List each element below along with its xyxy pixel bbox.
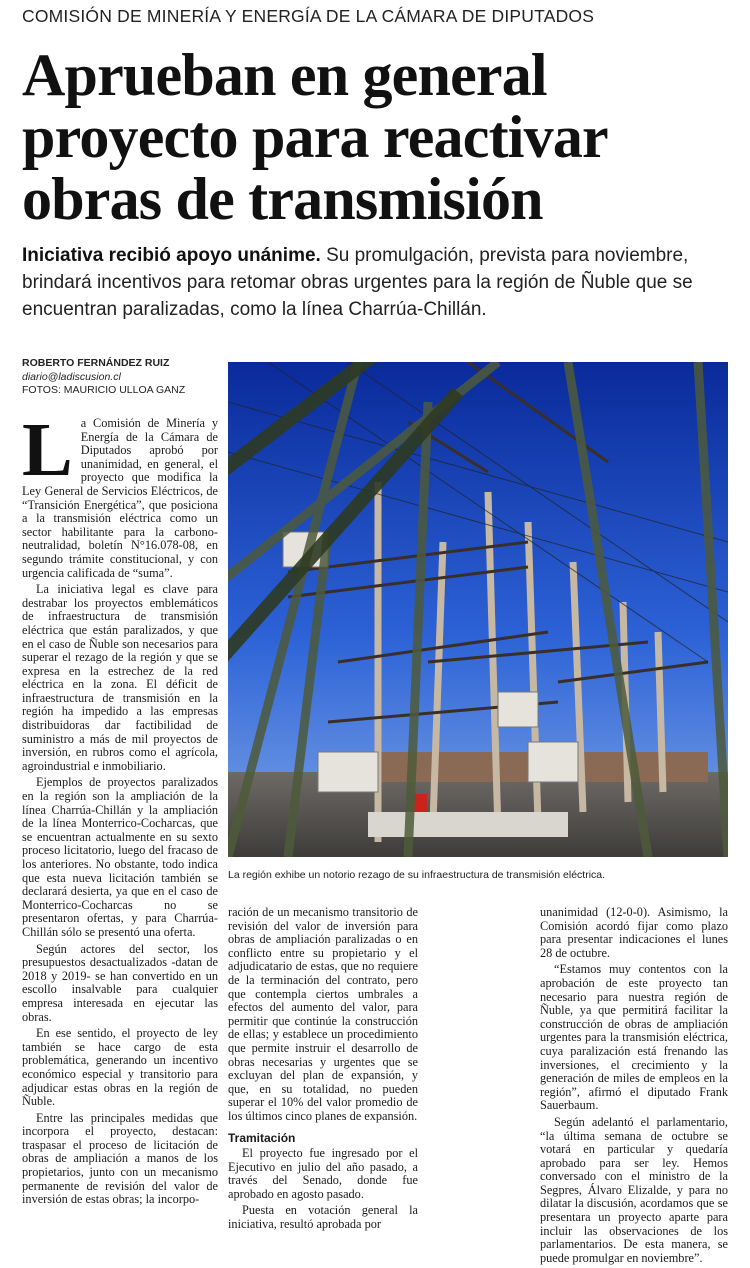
substation-photo bbox=[228, 362, 728, 857]
drop-cap: L bbox=[22, 408, 73, 492]
paragraph-11: “Estamos muy contentos con la aprobación de este proyecto tan necesario para nuestra región de Ñuble, ya que permitirá facilitar la construcción de obras de ampliación urgentes para la transmisión eléctrica, cuya paralización está frenando las inversiones, el crecimiento y la generación de miles de empleos en la región”, afirmó el diputado Frank Sauerbaum. bbox=[540, 962, 728, 1113]
paragraph bbox=[22, 408, 218, 580]
paragraph-10: unanimidad (12-0-0). Asimismo, la Comisión acordó fijar como plazo para presentar indicaciones el lunes 28 de octubre. bbox=[540, 905, 728, 960]
lead-bold: Iniciativa recibió apoyo unánime. bbox=[22, 245, 321, 266]
headline-line-1: Aprueban en general bbox=[22, 42, 547, 108]
headline bbox=[22, 44, 737, 230]
lead-paragraph bbox=[22, 242, 734, 323]
byline-email: diario@ladiscusion.cl bbox=[22, 370, 121, 383]
paragraph-8: El proyecto fue ingresado por el Ejecutivo en julio del año pasado, a través del Senado, donde fue aprobado en agosto pasado. bbox=[228, 1146, 418, 1201]
paragraph-3: Ejemplos de proyectos paralizados en la región son la ampliación de la línea Charrúa-Chillán y la ampliación de la línea Monterrico-Cocharcas, que se encuentran actualmente en su sexto proceso licitatorio, luego del fracaso de los anteriores. No obstante, todo indica que esta nueva licitación también se declarará desierta, ya que en el caso de Monterrico-Cocharcas no se presentaron ofertas, y para Charrúa-Chillán sólo se presentó una oferta. bbox=[22, 775, 218, 939]
photo-caption: La región exhibe un notorio rezago de su infraestructura de transmisión eléctrica. bbox=[228, 869, 606, 881]
lead-text: Su promulgación, prevista para noviembre, brindará incentivos para retomar obras urgentes para la región de Ñuble que se encuentran paralizadas, como la línea Charrúa-Chillán. bbox=[22, 245, 693, 320]
paragraph-4: Según actores del sector, los presupuestos desactualizados -datan de 2018 y 2019- se han convertido en un escollo insalvable para cualquier empresa interesada en ejecutar las obras. bbox=[22, 941, 218, 1024]
paragraph-6: Entre las principales medidas que incorpora el proyecto, destacan: traspasar el proceso de licitación de obras de ampliación a manos de los propietarios, junto con un mecanismo permanente de revisión del valor de inversión de estas obras; la incorpo- bbox=[22, 1110, 218, 1207]
paragraph-1-text: a Comisión de Minería y Energía de la Cámara de Diputados aprobó por unanimidad, en general, el proyecto que modifica la Ley General de Servicios Eléctricos, de “Transición Energética”, que posiciona a la transmisión eléctrica como un sector habilitante para la carbono-neutralidad, boletín N°16.078-08, en segundo trámite constitucional, y con urgencia calificada de “suma”. bbox=[22, 416, 218, 580]
paragraph-7: ración de un mecanismo transitorio de revisión del valor de inversión para obras de ampliación paralizadas o en conflicto entre su propietario y el adjudicatario de estas, que no requiere de la terminación del contrato, pero que contempla ciertos umbrales a efectos del aumento del valor, para permitir que continúe la construcción de ellas; y establece un procedimiento que permite instruir el desarrollo de obras necesarias y urgentes que se excluyan del plan de expansión, y que, en su totalidad, no pueden superar el 10% del valor promedio de los últimos cinco planes de expansión. bbox=[228, 905, 418, 1123]
byline-author: ROBERTO FERNÁNDEZ RUIZ bbox=[22, 357, 170, 369]
headline-line-3: obras de transmisión bbox=[22, 166, 543, 232]
paragraph-5: En ese sentido, el proyecto de ley también se hace cargo de esta problemática, generando un incentivo económico especial y transitorio para adjudicar estas obras en la región de Ñuble. bbox=[22, 1026, 218, 1109]
body-column-1 bbox=[22, 408, 218, 1207]
body-column-3 bbox=[540, 906, 728, 1265]
body-column-2 bbox=[228, 906, 418, 1232]
subhead-tramitacion: Tramitación bbox=[228, 1130, 296, 1145]
substation-illustration bbox=[228, 362, 728, 857]
section-kicker: COMISIÓN DE MINERÍA Y ENERGÍA DE LA CÁMARA DE DIPUTADOS bbox=[22, 6, 595, 26]
byline bbox=[22, 357, 222, 398]
headline-line-2: proyecto para reactivar bbox=[22, 104, 608, 170]
paragraph-9: Puesta en votación general la iniciativa, resultó aprobada por bbox=[228, 1203, 418, 1232]
paragraph-2: La iniciativa legal es clave para destrabar los proyectos emblemáticos de infraestructura de transmisión eléctrica que están paralizados, y que en el caso de Ñuble son necesarios para superar el rezago de la región y que se expresa en la estrechez de la red eléctrica en la zona. El déficit de infraestructura de transmisión en la región ha impedido a las empresas distribuidoras dar factibilidad de suministro a más de mil proyectos de inversión, en rubros como el agrícola, agroindustrial e inmobiliario. bbox=[22, 582, 218, 773]
paragraph-12: Según adelantó el parlamentario, “la última semana de octubre se votará en particular y quedaría aprobado para ser ley. Hemos conversado con el ministro de la Segpres, Álvaro Elizalde, y para no dilatar la discusión, acordamos que se presentara un proyecto aparte para incluir las observaciones de los parlamentarios. De esta manera, se puede promulgar en noviembre”. bbox=[540, 1114, 728, 1265]
byline-photos: FOTOS: MAURICIO ULLOA GANZ bbox=[22, 384, 186, 396]
